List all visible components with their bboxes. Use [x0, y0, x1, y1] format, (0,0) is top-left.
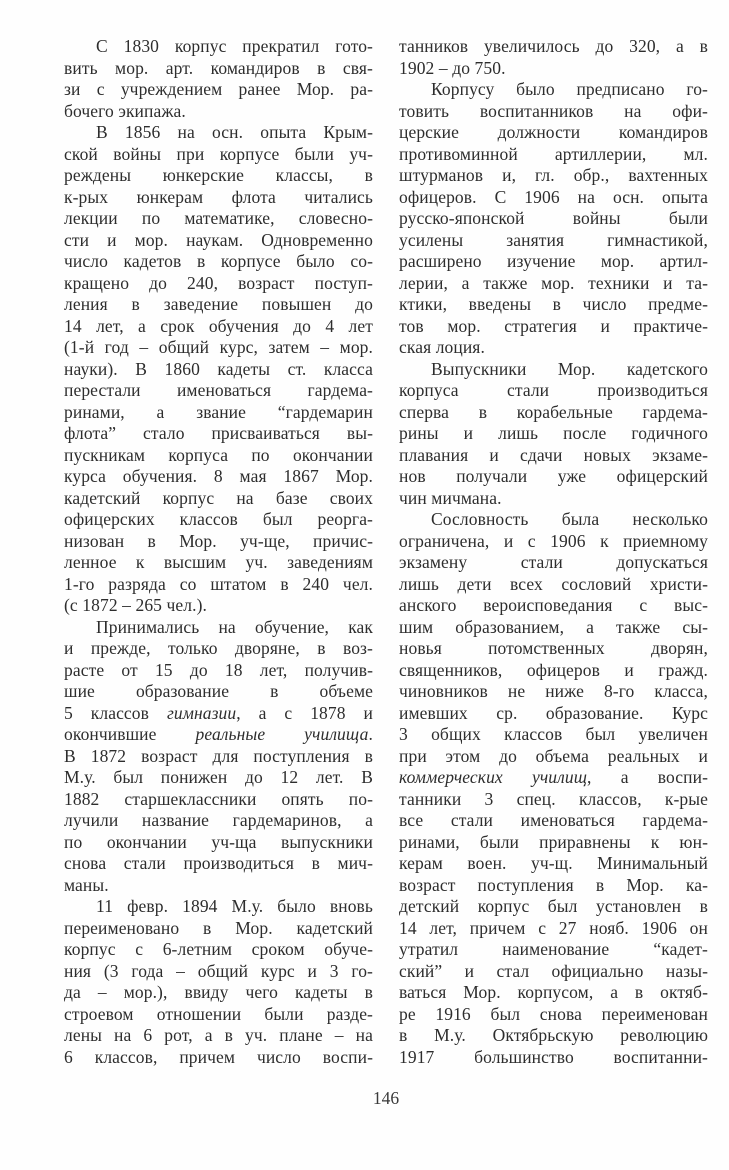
- text-line: [64, 509, 373, 531]
- text-segment: число кадетов в корпусе было со-: [64, 251, 373, 271]
- text-segment: и прежде, только дворяне, в воз-: [64, 638, 373, 658]
- text-segment: Сословность была несколько: [431, 509, 708, 529]
- text-line: [64, 36, 373, 58]
- text-line: [399, 939, 708, 961]
- text-line: [64, 251, 373, 273]
- text-line: [399, 595, 708, 617]
- text-line: [64, 423, 373, 445]
- text-line: [64, 402, 373, 424]
- text-line: [64, 58, 373, 80]
- text-segment: усилены занятия гимнастикой,: [399, 229, 708, 250]
- text-line: [399, 724, 708, 746]
- text-line: [64, 681, 373, 703]
- text-line: [64, 703, 373, 725]
- text-line: [399, 918, 708, 940]
- text-segment: анского вероисповедания с выс-: [399, 595, 708, 615]
- text-segment: Принимались на обучение, как: [96, 616, 373, 637]
- text-line: [64, 122, 373, 144]
- text-segment: рины и лишь после годичного: [399, 423, 708, 443]
- text-segment: сперва в корабельные гардема-: [399, 401, 708, 422]
- text-segment: экзамену стали допускаться: [399, 552, 708, 572]
- text-segment: , а с 1878 и: [236, 702, 373, 723]
- text-line: [399, 273, 708, 295]
- text-segment: противоминной артиллерии, мл.: [399, 143, 708, 164]
- text-segment: 1902 – до 750.: [399, 57, 506, 78]
- text-line: [399, 875, 708, 897]
- text-line: [399, 380, 708, 402]
- text-line: [64, 101, 373, 123]
- text-line: [64, 982, 373, 1004]
- italic-text-segment: коммерческих училищ: [399, 767, 588, 787]
- text-line: [399, 853, 708, 875]
- text-line: [64, 294, 373, 316]
- text-segment: в М.у. Октябрьскую революцию: [399, 1025, 708, 1045]
- text-segment: церские должности командиров: [399, 122, 708, 142]
- text-line: [64, 660, 373, 682]
- text-segment: детский корпус был установлен в: [399, 896, 708, 916]
- text-segment: расте от 15 до 18 лет, получив-: [64, 659, 373, 680]
- text-line: [399, 466, 708, 488]
- text-segment: корпуса стали производиться: [399, 380, 708, 400]
- text-line: [399, 208, 708, 230]
- text-line: [399, 316, 708, 338]
- text-segment: нов получали уже офицерский: [399, 466, 708, 486]
- text-segment: офицерских классов был реорга-: [64, 509, 373, 529]
- text-line: [64, 359, 373, 381]
- text-segment: новья потомственных дворян,: [399, 638, 708, 658]
- text-line: [64, 187, 373, 209]
- text-line: [64, 638, 373, 660]
- text-segment: переименовано в Мор. кадетский: [64, 917, 373, 938]
- text-segment: при этом до объема реальных и: [399, 745, 708, 766]
- text-line: [64, 1004, 373, 1026]
- text-segment: ской войны при корпусе были уч-: [64, 143, 373, 164]
- text-column-left: [64, 36, 373, 1068]
- text-line: [399, 767, 708, 789]
- text-line: [399, 165, 708, 187]
- text-segment: штурманов и, гл. обр., вахтенных: [399, 165, 708, 185]
- text-segment: товить воспитанников на офи-: [399, 100, 708, 121]
- text-line: [64, 595, 373, 617]
- text-segment: 1882 старшеклассники опять по-: [64, 788, 373, 809]
- text-line: [399, 746, 708, 768]
- text-segment: лучили название гардемаринов, а: [64, 810, 373, 830]
- text-segment: тов мор. стратегия и практиче-: [399, 315, 708, 336]
- text-line: [64, 531, 373, 553]
- text-segment: (с 1872 – 265 чел.).: [64, 595, 207, 615]
- text-segment: плавания и сдачи новых экзаме-: [399, 444, 708, 465]
- text-segment: ринами, а звание “гардемарин: [64, 401, 373, 422]
- text-segment: реждены юнкерские классы, в: [64, 165, 373, 185]
- text-segment: да – мор.), ввиду чего кадеты в: [64, 982, 373, 1002]
- text-segment: ограничена, и с 1906 к приемному: [399, 530, 708, 551]
- text-line: [64, 208, 373, 230]
- text-line: [64, 144, 373, 166]
- text-segment: окончившие: [64, 724, 196, 744]
- text-line: [399, 681, 708, 703]
- text-segment: науки). В 1860 кадеты ст. класса: [64, 358, 373, 379]
- text-segment: перестали именоваться гардема-: [64, 380, 373, 400]
- text-line: [64, 380, 373, 402]
- text-line: [64, 574, 373, 596]
- text-line: [399, 896, 708, 918]
- text-segment: 5 классов: [64, 702, 167, 723]
- text-line: [64, 789, 373, 811]
- text-line: [399, 660, 708, 682]
- text-line: [64, 767, 373, 789]
- text-line: [399, 36, 708, 58]
- text-segment: 1917 большинство воспитанни-: [399, 1046, 708, 1067]
- text-segment: 3 общих классов был увеличен: [399, 724, 708, 744]
- text-line: [64, 316, 373, 338]
- text-line: [399, 445, 708, 467]
- text-segment: Корпусу было предписано го-: [431, 79, 708, 99]
- text-line: [64, 961, 373, 983]
- text-line: [64, 488, 373, 510]
- page-number: 146: [372, 1088, 400, 1108]
- text-line: [64, 1047, 373, 1069]
- text-line: [399, 531, 708, 553]
- text-line: [399, 982, 708, 1004]
- text-segment: ваться Мор. корпусом, а в октяб-: [399, 982, 708, 1002]
- text-segment: кадетский корпус на базе своих: [64, 487, 373, 508]
- text-line: [64, 1025, 373, 1047]
- text-segment: ринами, были приравнены к юн-: [399, 831, 708, 852]
- text-segment: снова стали производиться в мич-: [64, 853, 373, 873]
- text-segment: корпус с 6-летним сроком обуче-: [64, 939, 373, 959]
- text-segment: 11 февр. 1894 М.у. было вновь: [96, 896, 373, 916]
- text-segment: В 1872 возраст для поступления в: [64, 745, 373, 766]
- text-segment: шим образованием, а также сы-: [399, 616, 708, 637]
- text-segment: священников, офицеров и гражд.: [399, 659, 708, 680]
- text-segment: все стали именоваться гардема-: [399, 810, 708, 830]
- text-line: [64, 875, 373, 897]
- italic-text-segment: гимназии: [166, 702, 237, 723]
- text-line: [399, 1047, 708, 1069]
- text-segment: по окончании уч-ща выпускники: [64, 831, 373, 852]
- text-segment: ния (3 года – общий курс и 3 го-: [64, 960, 373, 981]
- text-segment: курса обучения. 8 мая 1867 Мор.: [64, 466, 373, 486]
- text-column-right: [399, 36, 708, 1068]
- text-line: [64, 918, 373, 940]
- text-line: [64, 617, 373, 639]
- text-segment: утратил наименование “кадет-: [399, 939, 708, 959]
- text-segment: Выпускники Мор. кадетского: [431, 358, 708, 379]
- text-segment: (1-й год – общий курс, затем – мор.: [64, 337, 373, 357]
- text-segment: 14 лет, а срок обучения до 4 лет: [64, 315, 373, 336]
- text-line: [399, 187, 708, 209]
- text-line: [399, 789, 708, 811]
- text-segment: бочего экипажа.: [64, 100, 186, 121]
- text-line: [399, 488, 708, 510]
- text-segment: ктики, введены в число предме-: [399, 294, 708, 314]
- text-segment: пускникам корпуса по окончании: [64, 444, 373, 465]
- text-line: [399, 58, 708, 80]
- text-line: [64, 746, 373, 768]
- text-line: [399, 359, 708, 381]
- text-segment: офицеров. С 1906 на осн. опыта: [399, 186, 708, 207]
- text-segment: сти и мор. наукам. Одновременно: [64, 229, 373, 250]
- text-line: [399, 79, 708, 101]
- text-line: [64, 939, 373, 961]
- text-line: [399, 617, 708, 639]
- text-segment: вить мор. арт. командиров в свя-: [64, 57, 373, 78]
- text-line: [399, 294, 708, 316]
- text-segment: ления в заведение повышен до: [64, 294, 373, 314]
- text-line: [399, 703, 708, 725]
- text-line: [399, 423, 708, 445]
- text-segment: 6 классов, причем число воспи-: [64, 1046, 373, 1067]
- text-line: [64, 832, 373, 854]
- text-line: [64, 273, 373, 295]
- text-segment: низован в Мор. уч-ще, причис-: [64, 530, 373, 551]
- text-line: [64, 230, 373, 252]
- text-segment: возраст поступления в Мор. ка-: [399, 874, 708, 895]
- text-line: [64, 466, 373, 488]
- text-line: [399, 810, 708, 832]
- italic-text-segment: реальные училища: [195, 724, 369, 744]
- text-line: [64, 724, 373, 746]
- text-line: [399, 337, 708, 359]
- text-segment: к-рых юнкерам флота читались: [64, 186, 373, 207]
- text-line: [399, 1025, 708, 1047]
- text-segment: ская лоция.: [399, 337, 485, 357]
- text-line: [64, 337, 373, 359]
- text-line: [399, 509, 708, 531]
- text-line: [399, 961, 708, 983]
- text-segment: строевом отношении были разде-: [64, 1003, 373, 1024]
- text-line: [399, 230, 708, 252]
- text-segment: М.у. был понижен до 12 лет. В: [64, 767, 373, 787]
- text-segment: русско-японской войны были: [399, 208, 708, 228]
- text-segment: чин мичмана.: [399, 487, 502, 508]
- text-line: [399, 402, 708, 424]
- text-line: [399, 1004, 708, 1026]
- text-line: [64, 552, 373, 574]
- text-segment: 14 лет, причем с 27 нояб. 1906 он: [399, 917, 708, 938]
- text-line: [399, 101, 708, 123]
- text-line: [399, 574, 708, 596]
- text-segment: ре 1916 был снова переименован: [399, 1003, 708, 1024]
- text-segment: лерии, а также мор. техники и та-: [399, 272, 708, 293]
- text-line: [64, 810, 373, 832]
- text-segment: лекции по математике, словесно-: [64, 208, 373, 228]
- text-line: [399, 832, 708, 854]
- text-line: [399, 638, 708, 660]
- text-segment: маны.: [64, 874, 109, 895]
- text-segment: В 1856 на осн. опыта Крым-: [96, 122, 373, 142]
- text-segment: , а воспи-: [587, 767, 708, 787]
- text-segment: .: [368, 724, 373, 744]
- text-segment: лишь дети всех сословий христи-: [399, 573, 708, 594]
- text-segment: лены на 6 рот, а в уч. плане – на: [64, 1025, 373, 1045]
- text-segment: шие образование в объеме: [64, 681, 373, 701]
- text-segment: ский” и стал официально назы-: [399, 960, 708, 981]
- text-segment: имевших ср. образование. Курс: [399, 702, 708, 723]
- text-line: [64, 896, 373, 918]
- text-line: [64, 165, 373, 187]
- text-segment: танники 3 спец. классов, к-рые: [399, 788, 708, 809]
- text-segment: ленное к высшим уч. заведениям: [64, 552, 373, 572]
- text-line: [399, 552, 708, 574]
- text-segment: зи с учреждением ранее Мор. ра-: [64, 79, 373, 99]
- text-line: [64, 853, 373, 875]
- text-segment: С 1830 корпус прекратил гото-: [96, 36, 373, 56]
- text-segment: 1-го разряда со штатом в 240 чел.: [64, 573, 373, 594]
- text-segment: кращено до 240, возраст поступ-: [64, 272, 373, 293]
- text-line: [399, 144, 708, 166]
- text-segment: керам воен. уч-щ. Минимальный: [399, 853, 708, 873]
- text-segment: флота” стало присваиваться вы-: [64, 423, 373, 443]
- text-line: [64, 445, 373, 467]
- text-line: [64, 79, 373, 101]
- text-line: [399, 122, 708, 144]
- text-segment: чиновников не ниже 8-го класса,: [399, 681, 708, 701]
- text-segment: расширено изучение мор. артил-: [399, 251, 708, 271]
- text-segment: танников увеличилось до 320, а в: [399, 36, 708, 56]
- text-line: [399, 251, 708, 273]
